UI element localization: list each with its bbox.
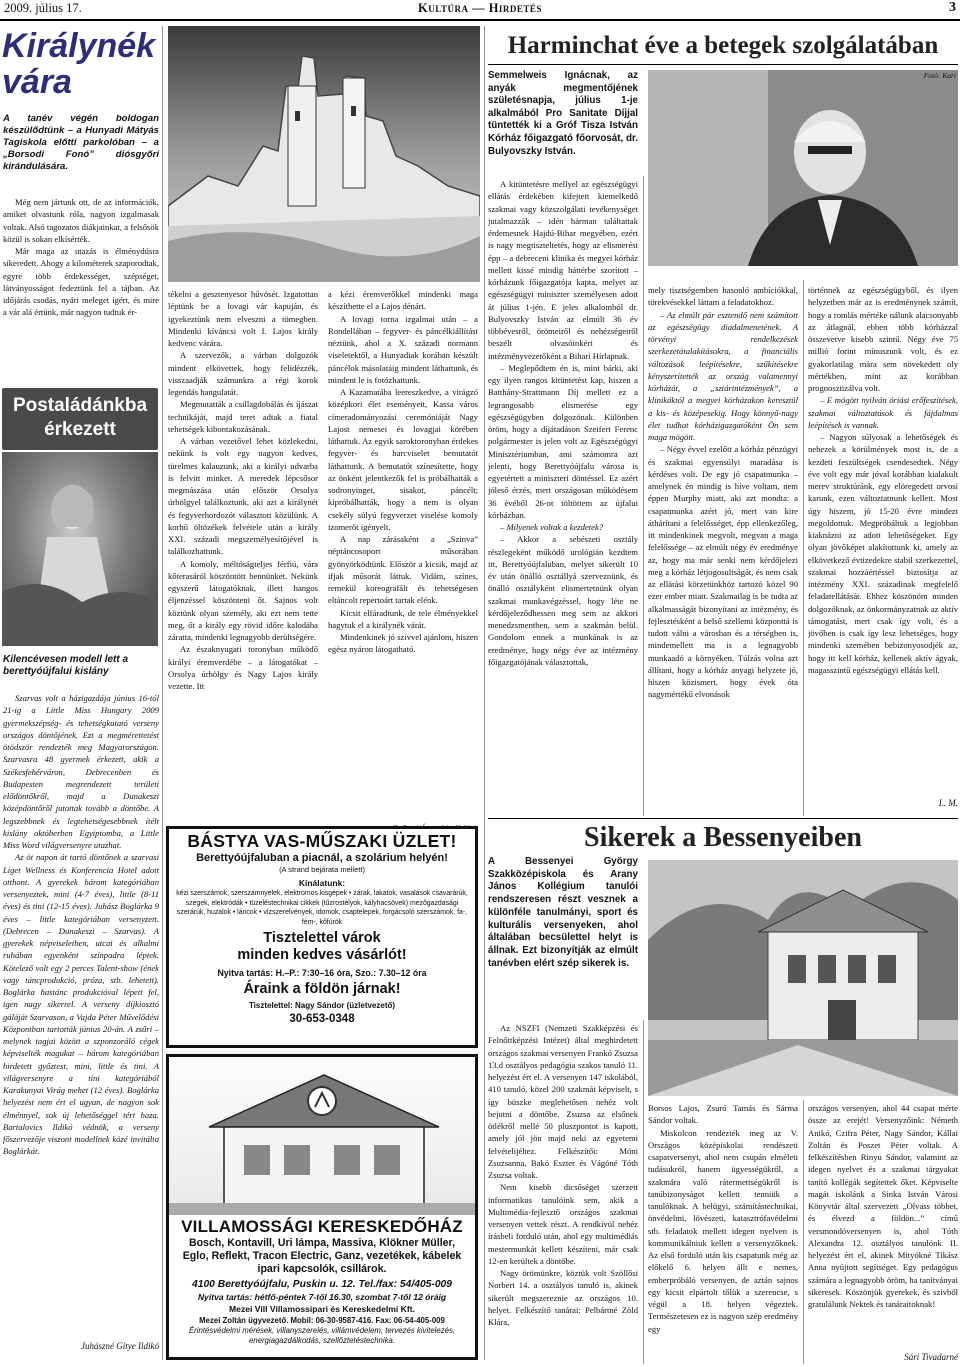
divider-hospital-2 xyxy=(803,280,804,816)
bastya-offer: kézi szerszámok, szerszámnyelek, elektromos kisgépek • zárak, lakatok, vasalások csavarárúk, szegek, elektródák • tüzeléstechnikai cikkek (tűzrostélyok, kályhacsövek) mezőgazdasági szerárúk, huzalok • láncok • vízszerelvények, idomok, csaptelepek, forgácsoló szerszámok, fa-, fém-, kőfúrók xyxy=(176,890,468,926)
castle-col3-p2: A lovagi torna izgalmai után – a Rondellában – fegyver- és páncélkiállítást néztünk, ahol a X. századi normann viseletektől, a Hunyadiak korában készült páncélok másolatáig mindent láthattunk, és mindent le is fotózhattunk. xyxy=(328,313,478,385)
girl-photo xyxy=(2,452,158,646)
castle-illustration xyxy=(168,26,480,282)
model-body-p2: Az öt napon át tartó döntőnek a szarvasi Liget Wellness és Konferencia Hotel adott otthont. A gyerekek három kategóriában versenyeztek, mini (4-7 éves), little (8-11 éves) és tini (12-15 éves). Juhász Boglárka 9 éves – little kategóriában versenyzett. (Debrecen – Dunakeszi – Szarvas). A gyerekek népviseletben, utcai és alkalmi ruhában egyenként színpadra léptek. Kötelező volt egy 2 perces Talent-show (ének vagy táncprodukció, próza, stb. lehetett). Boglárka hastánc produkcióval lépett fel, igen nagy sikerrel. A verseny díjkiosztó gáláját Szarvason, a Vajda Péter Művelődési Központban tartották június 20-án. A zsűri – melynek tagjai között a szponzoráló cégek képviselték magukat – három kategóriában hirdetett győztest, mini, little és tini. A világversenyre a tini kategóriából Karakunyai Virág mehet (12 éves). Boglárka helyezést nem ért el ugyan, de nagyon sok élménnyel, sok új lehetőséggel tért haza. Bartalovics Ildikó védnök, a verseny főszervezője viszont modellnek közé invitálta Boglárkát. xyxy=(3,852,159,1157)
issue-date: 2009. július 17. xyxy=(4,1,82,15)
castle-col1-p2: Már maga az utazás is élménydúsra sikeredett. Ahogy a kilométerek szaporodtak, egyre több érdekességet, szépséget, látványosságot fedeztünk fel a tájban. Az időjárás csodás, nyári meleget ígért, és mire a vár alá értünk, már nagyon tudtuk ér- xyxy=(3,246,159,318)
bastya-note: (A strand bejárata mellett) xyxy=(279,865,365,874)
bastya-owner: Tisztelettel: Nagy Sándor (üzletvezető) xyxy=(248,1001,396,1011)
villamossagi-address: 4100 Berettyóújfalu, Puskin u. 12. Tel./fax: 54/405-009 xyxy=(191,1278,453,1290)
villamossagi-ad xyxy=(166,1054,478,1360)
bastya-ad xyxy=(166,826,478,1048)
castle-col3-p3: A Kazamatába leereszkedve, a virágzó középkori élet eseményeit, Kassa város címeradományozási ceremóniáját Nagy Lajost nemesei és lovagjai körében láthattuk. Az egyik saroktoronyban érdekes fegyver- és harcviselet bemutatót láthattunk. A bemutatót színesítette, hogy az önként jelentkezők fel is próbálhatták a sodronyinget, sisakot, páncélt; kipróbálhatták, hogy a nem is olyan csekély súlyú fegyverzet viselése komoly izomerőt igényelt. xyxy=(328,387,478,532)
castle-headline-line1: Királynék xyxy=(2,27,156,65)
school-column-3 xyxy=(808,1102,958,1350)
school-col1-p2: Nem kisebb dicsőséget szerzett informatikus tanulóink sem, akik a Multimédia-fejlesztő országos szakmai versenyen vettek részt. A rendkívül nehéz írásbeli forduló után, ahol egy multimédiás mestermunkát kellett készíteni, már csak 12-en kerültek a döntőbe. xyxy=(488,1182,638,1266)
school-col3-p1: országos versenyen, ahol 44 csapat mérte össze az erejét! Versenyzőink: Németh Anikó, Czifra Péter, Nagy Sándor, Kállai Zoltán és Poszet Péter voltak. A felkészítésben Rinyu Sándor, valamint az idegen nyelvet és a szakmai tárgyakat tanító kollégák segítettek őket. Képviselte magát iskolánk a Sinka István Városi Könyvtár által szervezett „Olvass többet, és élvezd a földön...” című versmondóversenyen is, ahol Tóth Alexandra 12. osztályos tanulónk II. helyezést ért el, akinek Mityókné Tikász Anna nyújtott segítséget. Egy pedagógus számára a legnagyobb öröm, ha tanítványai sikeresek. Köszönjük gyerekek, és szívből gratulálunk Nektek és tanáraitoknak! xyxy=(808,1103,958,1309)
house-illustration xyxy=(169,1057,475,1215)
house-logo xyxy=(169,1057,475,1215)
villamossagi-company: Mezei Vill Villamossipari és Kereskedelmi Kft. xyxy=(229,1303,415,1314)
castle-col2-p2: A szervezők, a várban dolgozók mindent elkövettek, hogy felidézzék, visszaadják számunkra a régi korok legendás hangulatát. xyxy=(168,350,318,397)
girl-figure xyxy=(2,452,158,646)
castle-col3-p6: Mindenkinek jó szívvel ajánlom, hiszen egész nyáron látogatható. xyxy=(328,632,478,655)
divider-castle-cols xyxy=(162,26,163,1360)
model-author: Juhászné Gitye Ildikó xyxy=(81,1341,159,1351)
section-title: Kultúra — Hirdetés xyxy=(418,1,542,15)
school-col1-p1: Az NSZFI (Nemzeti Szakképzési és Felnőttképzési Intézet) által meghirdetett országos szakmai versenyen Frankó Zsuzsa 13.d osztályos pedagógia szakos tanuló 11. helyezést ért el. A versenyen 147 iskolából, 410 tanuló, közel 200 szakmát képviselt, s így büszke meglehetősen nehéz volt bejutni a döntőbe. Zsuzsa az elsőnek ötlékről mellé 50 pluszpontot is kapott, amely jól jön majd neki az egyetemi felvételijéhez. Felkészítői: Móni Zsuzsanna, Bakó Eszter és Vágóné Tóth Zsuzsa voltak. xyxy=(488,1023,638,1180)
director-photo xyxy=(648,70,958,266)
model-headline: Kilencévesen modell lett a berettyóújfalui kislány xyxy=(3,654,129,678)
castle-col1-p1: Még nem jártunk ott, de az információk, amiket olvastunk róla, nagyon izgalmasak voltak. Alsó tagozatos diákjainkat, a felsősök közül is sokan elkísérték. xyxy=(3,197,159,244)
castle-headline xyxy=(2,28,162,100)
header-rule xyxy=(0,19,960,21)
school-title: Sikerek a Bessenyeiben xyxy=(584,822,862,853)
model-body-p1: Szarvas volt a házigazdája június 16-tól 21-ig a Little Miss Hungary 2009 gyermekszépség- és tehetségkutató verseny országos döntőjének. Ezt a megmérettetést ötödször rendezték meg Magyarországon. Szarvasra 48 gyermek érkezett, akik a Székesfehérváron, Debrecenben és Budapesten megrendezett területi elődöntőkről, majd a Dunakeszi középdöntőről jutottak tovább a döntőbe. A legszebbnek és legtehetségesebbnek ítélt kislány októberben Egyiptomba, a Little Miss Word világversenyre utazhat. xyxy=(3,693,159,850)
hospital-title: Harminchat éve a betegek szolgálatában xyxy=(507,32,939,59)
school-building-illustration xyxy=(648,860,958,1096)
castle-col3-p4: A nap zárásaként a „Szinva” néptáncosoport műsorában gyönyörködtünk. Először a kicsik, majd az ifjak műsorát láttuk. Vidám, színes, remekül koreografált és tehetségesen eltáncolt repertoárt tartak elénk. xyxy=(328,534,478,606)
castle-col2-p6: Az északnyugati toronyban működő királyi éremverdébe – a látogatókat – Orsolya úrhölgy és Nagy Lajos király vezette. Itt xyxy=(168,644,318,691)
school-col2-p1: Borsos Lajos, Zsuró Tamás és Sárma Sándor voltak. xyxy=(648,1103,798,1126)
villamossagi-hours: Nyitva tartás: hétfő-péntek 7-től 16.30, szombat 7-től 12 óráig xyxy=(197,1291,447,1302)
divider-left-right xyxy=(484,26,485,1360)
castle-headline-line2: vára xyxy=(2,63,72,101)
castle-col2-p4: A várban vezetővel lehet közlekedni, nekünk is volt egy nagyon kedves, türelmes kalauzunk, aki a királyi udvarba is felvitt minket. A meredek lépcsősor megmászása után először Orsolya úrhölgyel találkoztunk, aki azt a királynét és fegyverhordozót választott közülünk. A korhű öltözékek felvétele után a király XXI. századi megszemélyesítőjével is találkozhattunk. xyxy=(168,436,318,557)
divider-school-2 xyxy=(803,1100,804,1364)
castle-col2-p3: Megmutatták a csillagdobálás és íjászat technikáját, majd teret adtak a fiatal tehetségek kibontakozásának. xyxy=(168,399,318,434)
school-building-photo xyxy=(648,860,958,1096)
hospital-column-1 xyxy=(488,178,638,811)
hospital-lead: Semmelweis Ignácnak, az anyák megmentőjének születésnapja, július 1-je alkalmából Pro Sanitate Díjjal tüntették ki a Gróf Tisza István Kórház főigazgató főorvosát, dr. Bulyovszky István. xyxy=(488,70,638,157)
divider-school-1 xyxy=(643,1020,644,1364)
hospital-col2-p1: mely tisztségemben hasonló ambíciókkal, törekvésekkel láttam a feladatokhoz. xyxy=(648,285,798,308)
bastya-offer-title: Kínálatunk: xyxy=(298,878,346,888)
castle-lead: A tanév végén boldogan készülődtünk – a Hunyadi Mátyás Tagiskola előtti parkolóban – a „Borsodi Fonó” diósgyőri kirándulására. xyxy=(3,113,159,173)
hospital-column-3 xyxy=(808,284,958,780)
castle-column-1 xyxy=(3,196,159,378)
school-top-rule xyxy=(488,818,958,819)
hospital-col1-q: – Milyenek voltak a kezdetek? xyxy=(500,522,604,532)
hospital-author: L. M. xyxy=(938,798,958,808)
castle-column-2 xyxy=(168,288,318,823)
hospital-photo-credit: Fotó: Kari xyxy=(923,71,956,80)
castle-col2-p5: A komoly, méltóságteljes férfiú, vára kőterasáról köszöntött bennünket. Nekünk egyszerű látogatóknak, illett hangos éljenzéssel köszönteni őt. Sajnos volt köztünk olyan személy, aki ezt nem tette meg, őt a király egy rövid időre kalodába záratta, mindenki legnagyobb derültségére. xyxy=(168,558,318,642)
villamossagi-title: VILLAMOSSÁGI KERESKEDŐHÁZ xyxy=(181,1217,463,1236)
villamossagi-manager: Mezei Zoltán ügyvezető. Mobil: 06-30-9587-416. Fax: 06-54-405-009 xyxy=(199,1315,445,1325)
bastya-phone: 30-653-0348 xyxy=(289,1013,355,1026)
castle-photo xyxy=(168,26,480,282)
villamossagi-footer: Érintésvédelmi mérések, villanyszerelés, villámvédelem, tervezés kivitelezés, energiagazdálkodás, szellőztetéstechnika. xyxy=(188,1325,456,1345)
castle-col3-p1: a kézi éremverőkkel mindenki maga készíthette el a Lajos dénárt. xyxy=(328,289,478,312)
divider-hospital-1 xyxy=(643,176,644,816)
villamossagi-brands: Bosch, Kontavill, Uri lámpa, Massiva, Klökner Müller, Eglo, Reflekt, Tracon Electric, Ganz, vezetékek, kábelek ipari kapcsolók, csillárok. xyxy=(182,1237,462,1276)
school-author: Sári Tivadarné xyxy=(904,1352,958,1362)
bastya-slogan-1: Tisztelettel várok xyxy=(263,930,381,947)
school-col1-p3: Nagy örömünkre, köztük volt Szöllősi Norbert 14. a osztályos tanuló is, akinek sikerült megszereznie az országos 10. helyet. Felkészítő tanárai: Pelbártné Zöld Klára, xyxy=(488,1268,638,1327)
hospital-title-rule xyxy=(488,64,958,65)
bastya-subtitle: Berettyóújfaluban a piacnál, a szolárium helyén! xyxy=(196,852,448,864)
hospital-col2-p2: – Négy évvel ezelőtt a kórház pénzügyi és szakmai egyensúlyi maradása is kérdéses volt. De egy jó csapatmunka – amelynek én mindig is híve voltam, nem éppen Murphy miatt, aki azt mondta: a csapatmunka azért jó, mert van kire áthárítani a felelősséget, épp ellenkezőleg, itt mindenkinek megvolt, megvan a maga felelőssége – az elmúlt négy év eredménye az, hogy ma már senki nem kérdőjelezi meg a kórház létjogosultságát, és nem csak az ellátási körzetünkhöz tartozó közel 90 ezer ember miatt. Szakmailag is be tudta az alkalmasságát bizonyítani az intézmény, és fejlesztésként a belső szellemi központtá is tudott válni a városban és a térségben is, mindemellett ma is a legnagyobb munkaadó a környéken. Túlzás volna azt állítani, hogy a kórház anyagi helyzete jó, hiszen közismert, hogy évek óta nagymértékű elvonások xyxy=(648,444,798,700)
hospital-col3-q: – E mögött nyilván óriási erőfeszítések, szakmai változtatások és fájdalmas leépítések is vannak. xyxy=(808,395,958,430)
castle-col3-p5: Kicsit elfáradtunk, de tele élményekkel hagytuk el a királynék várát. xyxy=(328,607,478,630)
castle-col2-p1: tékelni a gesztenyesor hűvösét. Izgatottan léptünk be a lovagi vár kapuján, és igyekeztünk nem elveszni a tömegben. Mindenki kíváncsi volt I. Lajos király kedvenc várára. xyxy=(168,289,318,348)
hospital-title-bar xyxy=(488,28,958,64)
hospital-col1-p3: – Akkor a sebészeti osztály részlegeként működő urológián kezdtem itt, Berettyóújfaluban, melyet sikerült 10 év után önálló osztállyá szerveznünk, és önálló osztályként elismertetnünk olyan szakmai munkavégzéssel, hogy léte ne kérdőjeleződhessen meg sem az akkori menedzsmentben, sem a szakmán belül. Gondolom ennek a munkának is az eredménye, hogy négy éve az intézmény főigazgatójának választottak, xyxy=(488,534,638,667)
school-lead: A Bessenyei György Szakközépiskola és Arany János Kollégium tanulói rendszeresen részt vesznek a különféle tanulmányi, sport és kulturális versenyeken, ahol általában becsülettel helyt is állnak. Ezt bizonyítják az elmúlt tanévben elért szép sikerek is. xyxy=(488,856,638,969)
school-column-2 xyxy=(648,1102,798,1364)
hospital-col2-q: – Az elmúlt pár esztendő nem számított az egészségügy diadalmenetének. A törvényi rendelkezések szerkezetátalakításokra, a financiális változások leépítésekre, szűkítésekre kényszerítették az ország valamennyi kórházát, a „sztárintézmények”, a klinikáktól a megyei kórházakon keresztül a kis- és középesekig. Hogy könnyű-nagy élet tudhat kórházigazgatóként Ön sem maga mögött. xyxy=(648,309,798,442)
director-figure xyxy=(648,70,958,266)
school-col2-p2: Miskolcon rendezték meg az V. Országos középiskolai rendészeti csapatversenyt, ahol nem csupán elméleti tudásukról, hanem ügyességükről, a szakmára való rátermettségükről is tanúbizonyságot kellett tenniük a tanulóknak. A belügyi, számítástechnikai, önvédelmi, lövészeti, katasztrófavédelmi stb. feladatok mellett idegen nyelven is kommunikálniuk kellett a versenyzőknek. Az első forduló után kis csapatunk még az előkelő 6. helyen állt e nemes, emberpróbáló versenyen, de aztán sajnos egy kicsit elpártolt tőlük a szerencse, s végül a 18. helyen végeztek. Természetesen ez is nagyon szép eredmény egy xyxy=(648,1127,798,1334)
mailbox-title: Postaládánkba érkezett xyxy=(12,395,148,440)
hospital-column-2 xyxy=(648,284,798,811)
bastya-slogan-3: Áraink a földön járnak! xyxy=(243,981,401,998)
hospital-col1-p1: A kitüntetésre mellyel az egészségügyi ellátás érdekében kifejtett kiemelkedő szakmai vagy közszolgálati tevékenységet jutalmazzák – idén hárman találtattak érdemesnek Hajdú-Bihar megyében, ezért is nagy megtiszteltetés, hogy az elismerést épp – a debreceni klinika és megyei kórház mellett kissé mindig háttérbe szorított – kórházunk főigazgatója kapta, melyet az egészségügyi miniszter személyesen adott át július 1-jén. E jeles alkalomból dr. Bulyovszky István az elmúlt 36 év többévesről, örömeiről és nehézségeiről beszélt olvasóinkért és intézményvezetőként a Bihari Hírlapnak. xyxy=(488,179,638,361)
mailbox-box xyxy=(2,388,158,450)
bastya-hours: Nyitva tartás: H.–P.: 7:30–16 óra, Szo.: 7.30–12 óra xyxy=(217,968,427,979)
hospital-col1-p2: – Meglepődtem én is, mint bárki, aki egy ilyen rangos kitüntetést kap, hiszen a Batthány-Strattmann Díj mellett ez a legrangosabb elismerése egy egészségügyben dolgozónak. Különben öröm, hogy a díjátadáson Szeifert Ferenc polgármester is jelen volt az Egészségügyi Minisztériumban, ami számomra azt jelenti, hogy Berettyóújfalu városa is egyetértett a miniszteri döntéssel. Ez azért jóleső érzés, mert országosan működésem 36 évéből 26-ot töltöttem az újfalui kórházban. xyxy=(488,362,638,520)
hospital-col3-p1: történnek az egészségügyből, és ilyen helyzetben már az is eredménynek számít, hogy a romlás mértéke nálunk alacsonyabb az átlagnál, ebben több kórházzal összevetve kisebb szintű. Négy éve 75 millió forint mínuszunk volt, és ez gyakorlatilag mára sem növekedett oly mértékben, mint az korábban prognosztizálva volt. xyxy=(808,285,958,393)
school-column-1 xyxy=(488,1022,638,1362)
bastya-slogan-2: minden kedves vásárlót! xyxy=(237,947,407,964)
castle-column-3 xyxy=(328,288,478,808)
page-number: 3 xyxy=(949,0,956,15)
hospital-col3-p2: – Nagyon súlyosak a lehetőségek és nehezek a körülmények most is, de a kezdeti feszültségek csendesedtek. Négy éve volt egy már jóval korábban kialakult merev struktúránk, egy elöregedett orvosi karunk, ezen változtatnunk kellett. Most úgy hiszem, jó 15-20 évre mindezt megoldottuk. Megpróbáltuk a legjobban kiaknázni az adott lehetőségeket. Egy olyan jövőképet alakítottunk ki, amely az elkövetkező évtizedekre stabil szerkezettel, szakmai hozzáértéssel biztosítja az intézmény XXI. századinak megfelelő feladatellátását. Ehhez köszönöm minden dolgozóknak, az önkormányzatnak az aktív támogatást, mert csak így volt, és a jövőben is csak így lesz lehetséges, hogy mindenki szemében bebizonyosodjék az, hogy itt kell kórház, kellenek aktív ágyak, magasszintű egészségügyi ellátás kell. xyxy=(808,432,958,675)
model-body xyxy=(3,692,159,1338)
page-header xyxy=(0,0,960,20)
bastya-title: BÁSTYA VAS-MŰSZAKI ÜZLET! xyxy=(187,831,457,851)
